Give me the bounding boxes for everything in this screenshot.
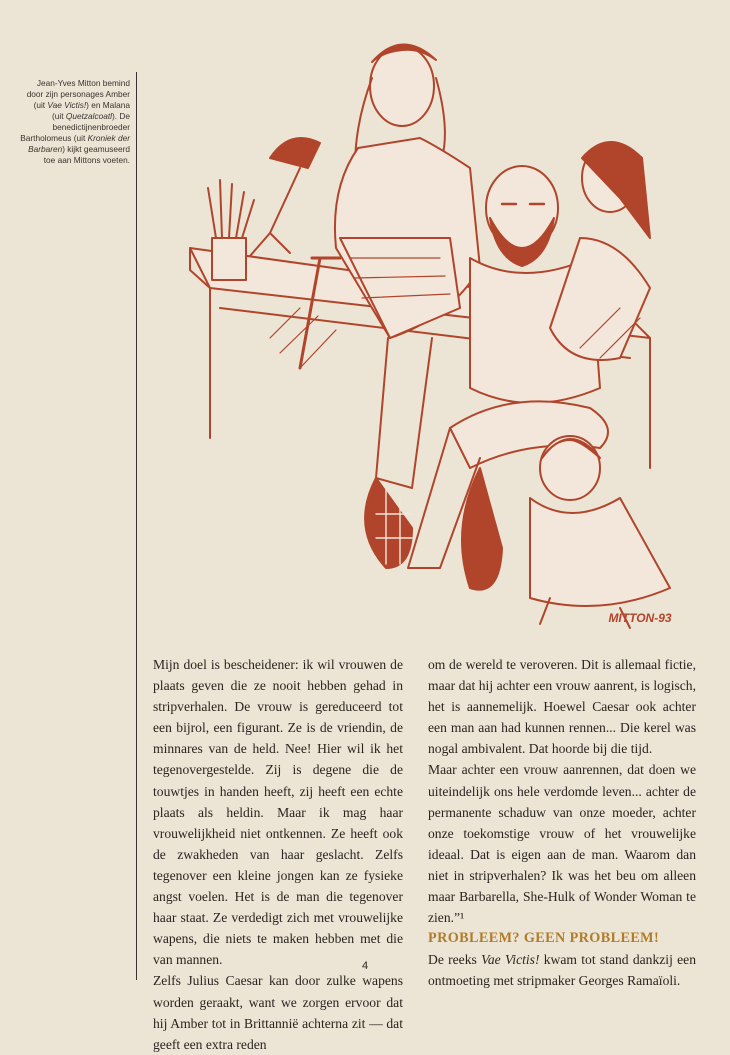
section-heading: PROBLEEM? GEEN PROBLEEM! — [428, 930, 660, 947]
paragraph: Maar achter een vrouw aanrennen, dat doen we uiteindelijk ons hele verdomde leven... achter de permanente schaduw van onze moeder, achter onze toekomstige vrouw of het vrouwelijke ideaal. Dat is eigen aan de man. Waarom dan niet in stripverhalen? Ik was het beu om alleen maar Barbarella, She-Hulk of Wonder Woman te zien.”¹ — [428, 762, 696, 926]
paragraph: Zelfs Julius Caesar kan door zulke wapens worden geraakt, want we zorgen ervoor dat hij Amber tot in Brittannië achterna zit — dat geeft een extra reden — [153, 973, 403, 1052]
page-number: 4 — [361, 960, 369, 972]
paragraph: om de wereld te veroveren. Dit is allemaal fictie, maar dat hij achter een vrouw aanrent, is logisch, het is aannemelijk. Hoewel Caesar ook achter een man aan had kunnen rennen... Die kerel was nogal ambivalent. Dat hoorde bij die tijd. — [428, 657, 696, 757]
text-column-left — [153, 654, 403, 1055]
paragraph-text: De reeks — [428, 952, 482, 968]
text-column-right — [428, 654, 696, 992]
caption-title-vae-victis: Vae Victis! — [47, 100, 87, 110]
paragraph: Mijn doel is bescheidener: ik wil vrouwen de plaats geven die ze nooit hebben gehad in stripverhalen. De vrouw is gereduceerd tot een bijrol, een figurant. Ze is de vriendin, de minnares van de held. Nee! Hier wil ik het tegenovergestelde. Zij is degene die de touwtjes in handen heeft, zij heeft een echte plaats als heldin. Maar ik mag haar vrouwelijkheid niet ontkennen. Ze heeft ook de zwakheden van haar geslacht. Zelfs tegenover een kleine jongen kan ze fysieke angst voelen. Het is de man die tegenover haar staat. Ze verdedigt zich met vrouwelijke wapens, die niets te maken hebben met die van mannen. — [153, 657, 403, 968]
caption-text-2: ) en Malana (uit — [52, 100, 130, 121]
caption-text-1: Jean-Yves Mitton bemind door zijn personages Amber (uit — [26, 78, 130, 110]
caption-title-kroniek: Kroniek der Barbaren — [28, 133, 130, 154]
series-title: Vae Victis! — [481, 952, 540, 968]
caption-text-4: ) kijkt geamuseerd toe aan Mittons voeten. — [43, 144, 130, 165]
caption-title-quetzalcoatl: Quetzalcoatl — [65, 111, 113, 121]
caption-divider — [136, 72, 137, 980]
artist-signature: MITTON-93 — [608, 611, 672, 625]
paragraph-text: kwam tot stand dankzij een ontmoeting met stripmaker Georges Ramaïoli. — [428, 952, 696, 989]
comic-illustration — [150, 8, 710, 640]
caption-text-3: ). De benedictijnenbroeder Bartholomeus (uit — [20, 111, 130, 143]
illustration-caption — [20, 78, 130, 166]
